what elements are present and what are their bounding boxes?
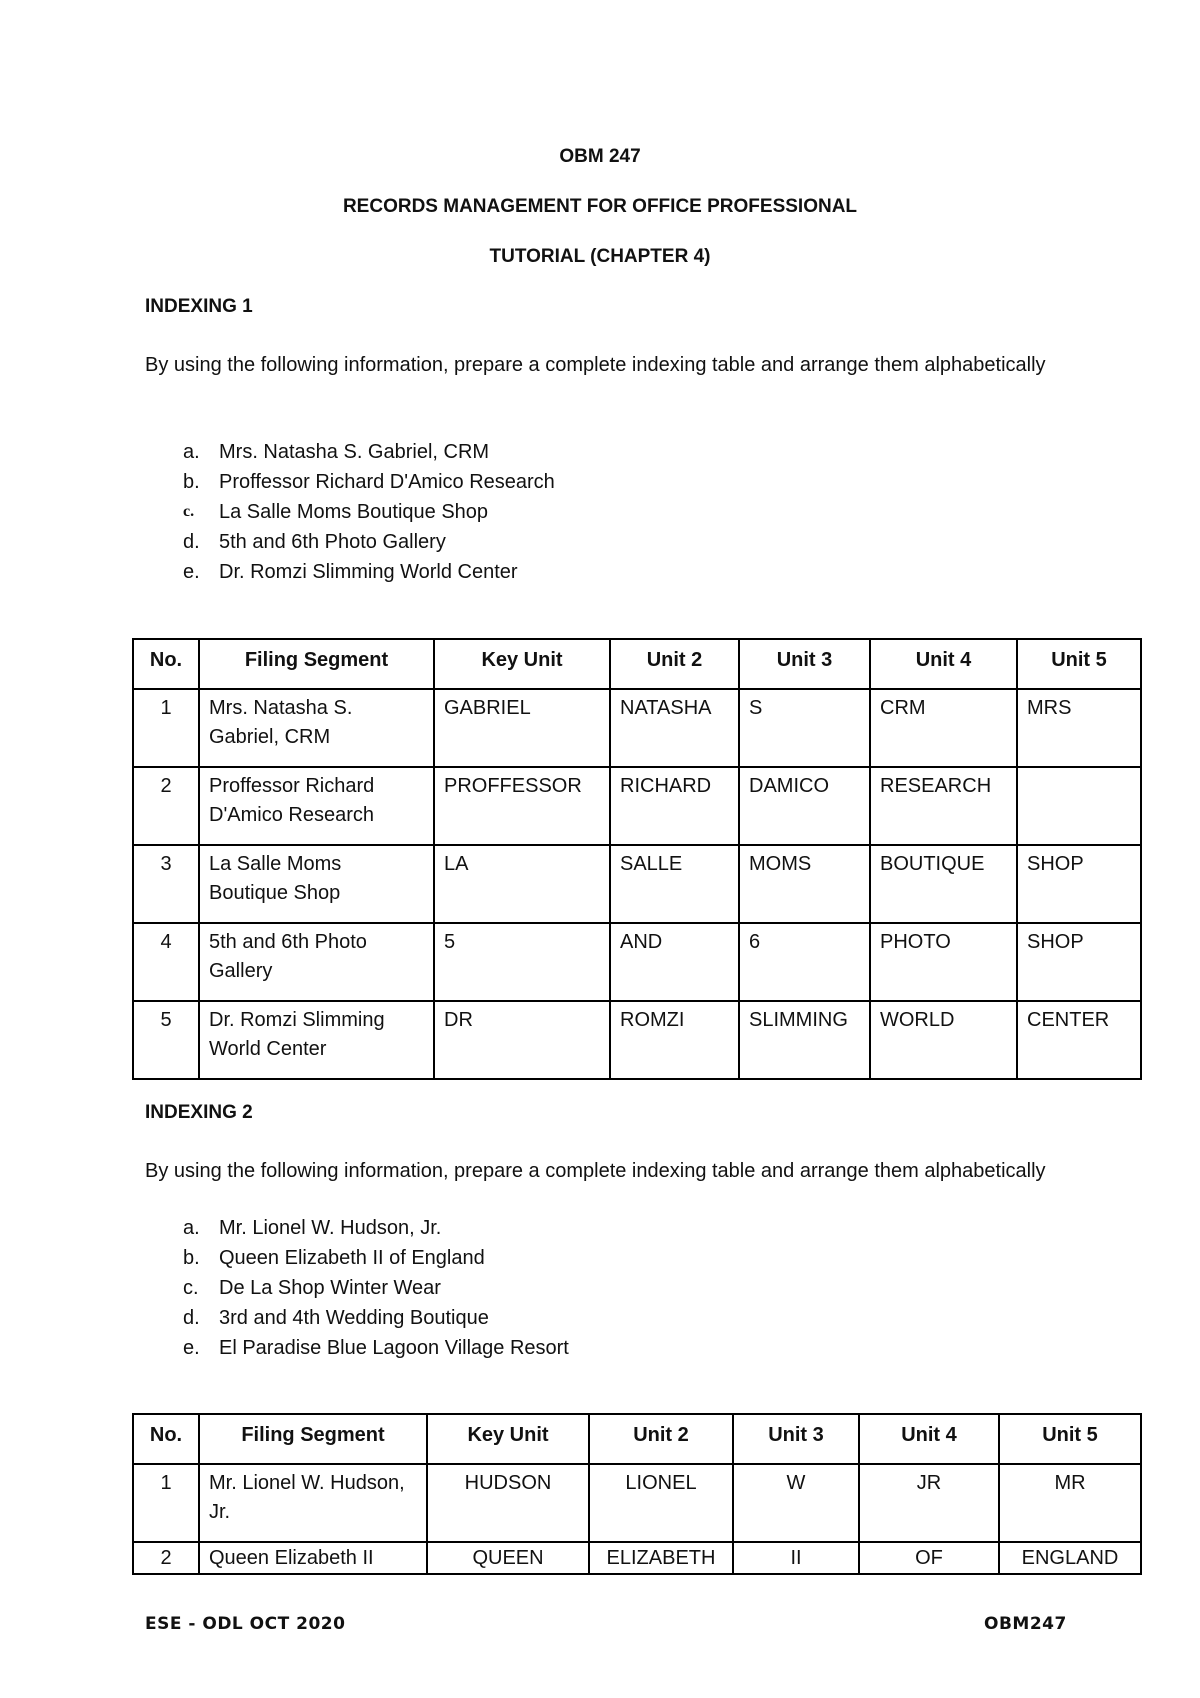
table-cell: Dr. Romzi Slimming World Center xyxy=(199,1001,434,1079)
column-header: Unit 2 xyxy=(589,1414,733,1464)
list-text: Mrs. Natasha S. Gabriel, CRM xyxy=(219,441,490,463)
table-cell: 5 xyxy=(434,923,610,1001)
table-cell: Proffessor Richard D'Amico Research xyxy=(199,767,434,845)
list-item xyxy=(145,497,555,527)
table-cell: ELIZABETH xyxy=(589,1542,733,1574)
table-cell: SLIMMING xyxy=(739,1001,870,1079)
list-text: Dr. Romzi Slimming World Center xyxy=(219,561,518,583)
table-cell: 5 xyxy=(133,1001,199,1079)
column-header: Unit 4 xyxy=(870,639,1017,689)
table-cell: La Salle Moms Boutique Shop xyxy=(199,845,434,923)
table-cell: WORLD xyxy=(870,1001,1017,1079)
table-cell: HUDSON xyxy=(427,1464,589,1542)
table-cell: 6 xyxy=(739,923,870,1001)
list-item xyxy=(145,467,555,497)
list-letter: c. xyxy=(183,1277,199,1299)
footer-right: OBM247 xyxy=(984,1614,1067,1634)
tutorial-title: TUTORIAL (CHAPTER 4) xyxy=(489,246,711,267)
table-cell: 5th and 6th Photo Gallery xyxy=(199,923,434,1001)
list-letter: a. xyxy=(183,1217,200,1239)
list-letter: e. xyxy=(183,1337,200,1359)
list-letter: a. xyxy=(183,441,200,463)
list-text: El Paradise Blue Lagoon Village Resort xyxy=(219,1337,569,1359)
table-cell: AND xyxy=(610,923,739,1001)
table-cell: MRS xyxy=(1017,689,1141,767)
list-item xyxy=(145,1213,569,1243)
indexing-1-list xyxy=(145,437,555,587)
table-cell: SHOP xyxy=(1017,845,1141,923)
list-text: Queen Elizabeth II of England xyxy=(219,1247,485,1269)
table-header-row xyxy=(133,639,1141,689)
table-row xyxy=(133,689,1141,767)
table-cell: ROMZI xyxy=(610,1001,739,1079)
column-header: Key Unit xyxy=(427,1414,589,1464)
column-header: Unit 3 xyxy=(733,1414,859,1464)
list-item xyxy=(145,527,555,557)
table-cell: PROFFESSOR xyxy=(434,767,610,845)
column-header: Unit 5 xyxy=(999,1414,1141,1464)
table-row xyxy=(133,1001,1141,1079)
list-letter: b. xyxy=(183,1247,200,1269)
table-cell: CENTER xyxy=(1017,1001,1141,1079)
list-letter: d. xyxy=(183,531,200,553)
table-cell: DR xyxy=(434,1001,610,1079)
column-header: No. xyxy=(133,639,199,689)
list-item xyxy=(145,1273,569,1303)
footer-left: ESE - ODL OCT 2020 xyxy=(145,1614,346,1634)
table-cell: W xyxy=(733,1464,859,1542)
table-cell: BOUTIQUE xyxy=(870,845,1017,923)
table-header-row xyxy=(133,1414,1141,1464)
table-cell: QUEEN xyxy=(427,1542,589,1574)
indexing-2-instruction: By using the following information, prepare a complete indexing table and arrange them alphabetically xyxy=(145,1160,1046,1182)
table-cell: LIONEL xyxy=(589,1464,733,1542)
list-letter: b. xyxy=(183,471,200,493)
table-cell: 2 xyxy=(133,767,199,845)
list-text: Proffessor Richard D'Amico Research xyxy=(219,471,555,493)
table-cell: ENGLAND xyxy=(999,1542,1141,1574)
table-cell: 3 xyxy=(133,845,199,923)
indexing-2-heading: INDEXING 2 xyxy=(145,1102,253,1123)
table-cell xyxy=(1017,767,1141,845)
course-code: OBM 247 xyxy=(559,146,641,167)
list-letter: e. xyxy=(183,561,200,583)
table-cell: SHOP xyxy=(1017,923,1141,1001)
table-cell: RESEARCH xyxy=(870,767,1017,845)
table-cell: 1 xyxy=(133,1464,199,1542)
table-cell: 4 xyxy=(133,923,199,1001)
list-item xyxy=(145,1333,569,1363)
table-cell: PHOTO xyxy=(870,923,1017,1001)
list-text: 5th and 6th Photo Gallery xyxy=(219,531,446,553)
table-cell: GABRIEL xyxy=(434,689,610,767)
table-row xyxy=(133,1464,1141,1542)
table-cell: CRM xyxy=(870,689,1017,767)
table-cell: MOMS xyxy=(739,845,870,923)
list-letter: c. xyxy=(183,503,195,520)
list-text: De La Shop Winter Wear xyxy=(219,1277,441,1299)
table-cell: DAMICO xyxy=(739,767,870,845)
column-header: Unit 3 xyxy=(739,639,870,689)
indexing-2-list xyxy=(145,1213,569,1363)
table-row xyxy=(133,767,1141,845)
list-item xyxy=(145,557,555,587)
list-text: Mr. Lionel W. Hudson, Jr. xyxy=(219,1217,442,1239)
table-cell: RICHARD xyxy=(610,767,739,845)
list-text: La Salle Moms Boutique Shop xyxy=(219,501,489,523)
indexing-2-table xyxy=(132,1413,1142,1575)
course-title: RECORDS MANAGEMENT FOR OFFICE PROFESSIONAL xyxy=(342,196,858,217)
column-header: Key Unit xyxy=(434,639,610,689)
column-header: Unit 4 xyxy=(859,1414,999,1464)
table-cell: S xyxy=(739,689,870,767)
table-row xyxy=(133,1542,1141,1574)
column-header: Unit 5 xyxy=(1017,639,1141,689)
table-cell: Mrs. Natasha S. Gabriel, CRM xyxy=(199,689,434,767)
column-header: Filing Segment xyxy=(199,639,434,689)
table-cell: 2 xyxy=(133,1542,199,1574)
table-cell: OF xyxy=(859,1542,999,1574)
indexing-1-instruction: By using the following information, prepare a complete indexing table and arrange them alphabetically xyxy=(145,354,1046,376)
table-cell: II xyxy=(733,1542,859,1574)
list-letter: d. xyxy=(183,1307,200,1329)
list-item xyxy=(145,1303,569,1333)
table-row xyxy=(133,923,1141,1001)
table-cell: SALLE xyxy=(610,845,739,923)
list-text: 3rd and 4th Wedding Boutique xyxy=(219,1307,489,1329)
table-row xyxy=(133,845,1141,923)
table-cell: NATASHA xyxy=(610,689,739,767)
list-item xyxy=(145,1243,569,1273)
column-header: No. xyxy=(133,1414,199,1464)
table-cell: Mr. Lionel W. Hudson, Jr. xyxy=(199,1464,427,1542)
table-cell: Queen Elizabeth II xyxy=(199,1542,427,1574)
column-header: Unit 2 xyxy=(610,639,739,689)
list-item xyxy=(145,437,555,467)
table-cell: LA xyxy=(434,845,610,923)
table-cell: MR xyxy=(999,1464,1141,1542)
indexing-1-table xyxy=(132,638,1142,1080)
indexing-1-heading: INDEXING 1 xyxy=(145,296,253,317)
table-cell: 1 xyxy=(133,689,199,767)
column-header: Filing Segment xyxy=(199,1414,427,1464)
table-cell: JR xyxy=(859,1464,999,1542)
